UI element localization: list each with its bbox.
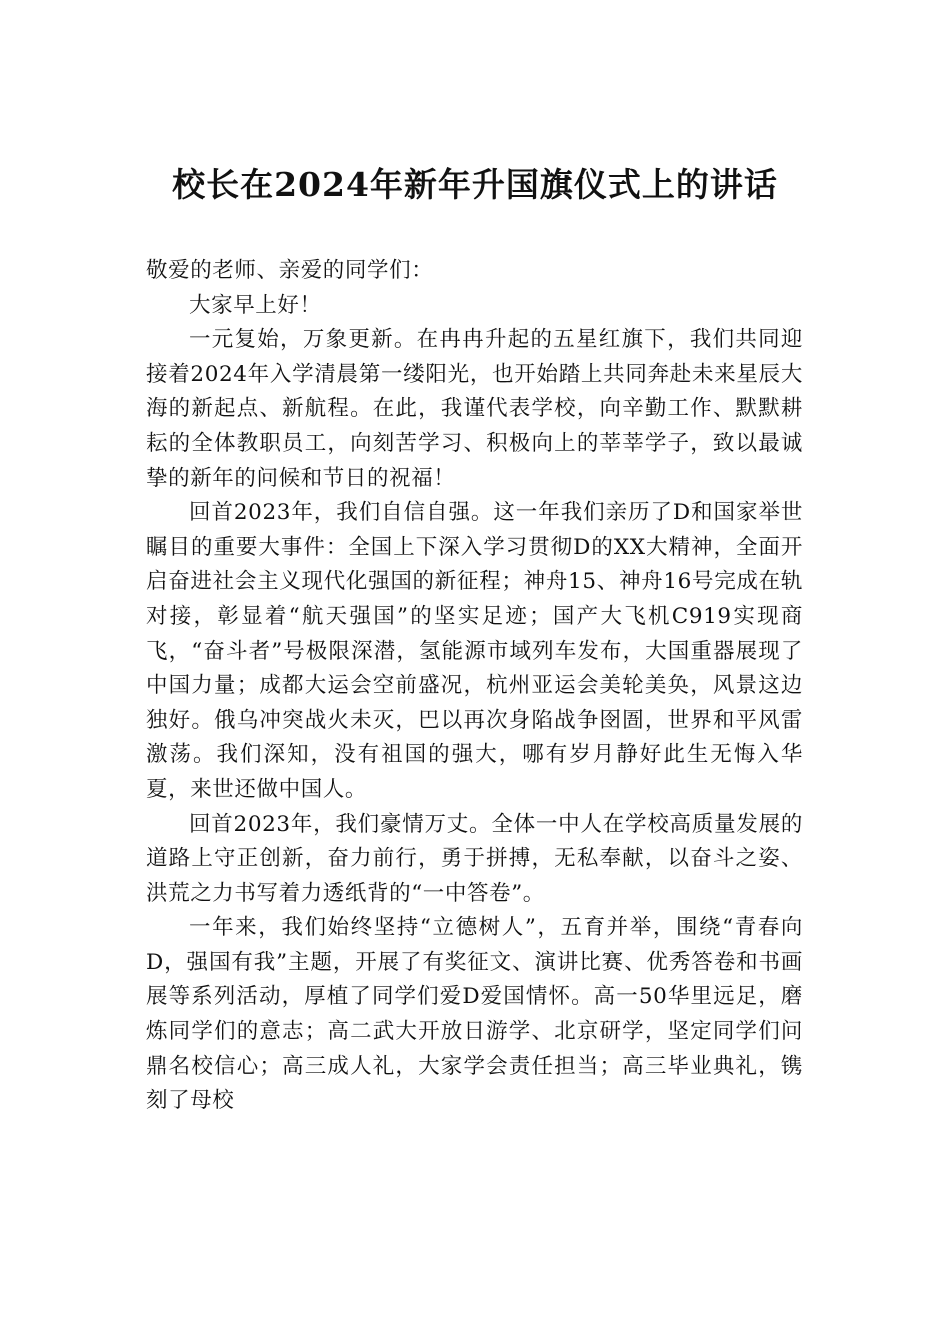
paragraph-activities: 一年来，我们始终坚持“立德树人”，五育并举，围绕“青春向D，强国有我”主题，开展了有奖征文、演讲比赛、优秀答卷和书画展等系列活动，厚植了同学们爱D爱国情怀。高一50华里远足，磨炼同学们的意志；高二武大开放日游学、北京研学，坚定同学们问鼎名校信心；高三成人礼，大家学会责任担当；高三毕业典礼，镌刻了母校 — [146, 915, 803, 1114]
paragraph-review-school: 回首2023年，我们豪情万丈。全体一中人在学校高质量发展的道路上守正创新，奋力前行，勇于拼搏，无私奉献，以奋斗之姿、洪荒之力书写着力透纸背的“一中答卷”。 — [146, 811, 803, 906]
salutation: 敬爱的老师、亲爱的同学们： — [146, 258, 434, 283]
paragraph-new-year: 一元复始，万象更新。在冉冉升起的五星红旗下，我们共同迎接着2024年入学清晨第一缕阳光，也开始踏上共同奔赴未来星辰大海的新起点、新航程。在此，我谨代表学校，向辛勤工作、默默耕耘的全体教职员工，向刻苦学习、积极向上的莘莘学子，致以最诚挚的新年的问候和节日的祝福！ — [146, 327, 803, 491]
paragraph-review-nation: 回首2023年，我们自信自强。这一年我们亲历了D和国家举世瞩目的重要大事件：全国上下深入学习贯彻D的XX大精神，全面开启奋进社会主义现代化强国的新征程；神舟15、神舟16号完成在轨对接，彰显着“航天强国”的坚实足迹；国产大飞机C919实现商飞，“奋斗者”号极限深潜，氢能源市域列车发布，大国重器展现了中国力量；成都大运会空前盛况，杭州亚运会美轮美奂，风景这边独好。俄乌冲突战火未灭，巴以再次身陷战争囹圄，世界和平风雷激荡。我们深知，没有祖国的强大，哪有岁月静好此生无悔入华夏，来世还做中国人。 — [146, 500, 803, 802]
document-body — [146, 254, 803, 1119]
paragraph-greeting: 大家早上好！ — [189, 292, 322, 318]
document-title: 校长在2024年新年升国旗仪式上的讲话 — [172, 165, 778, 204]
